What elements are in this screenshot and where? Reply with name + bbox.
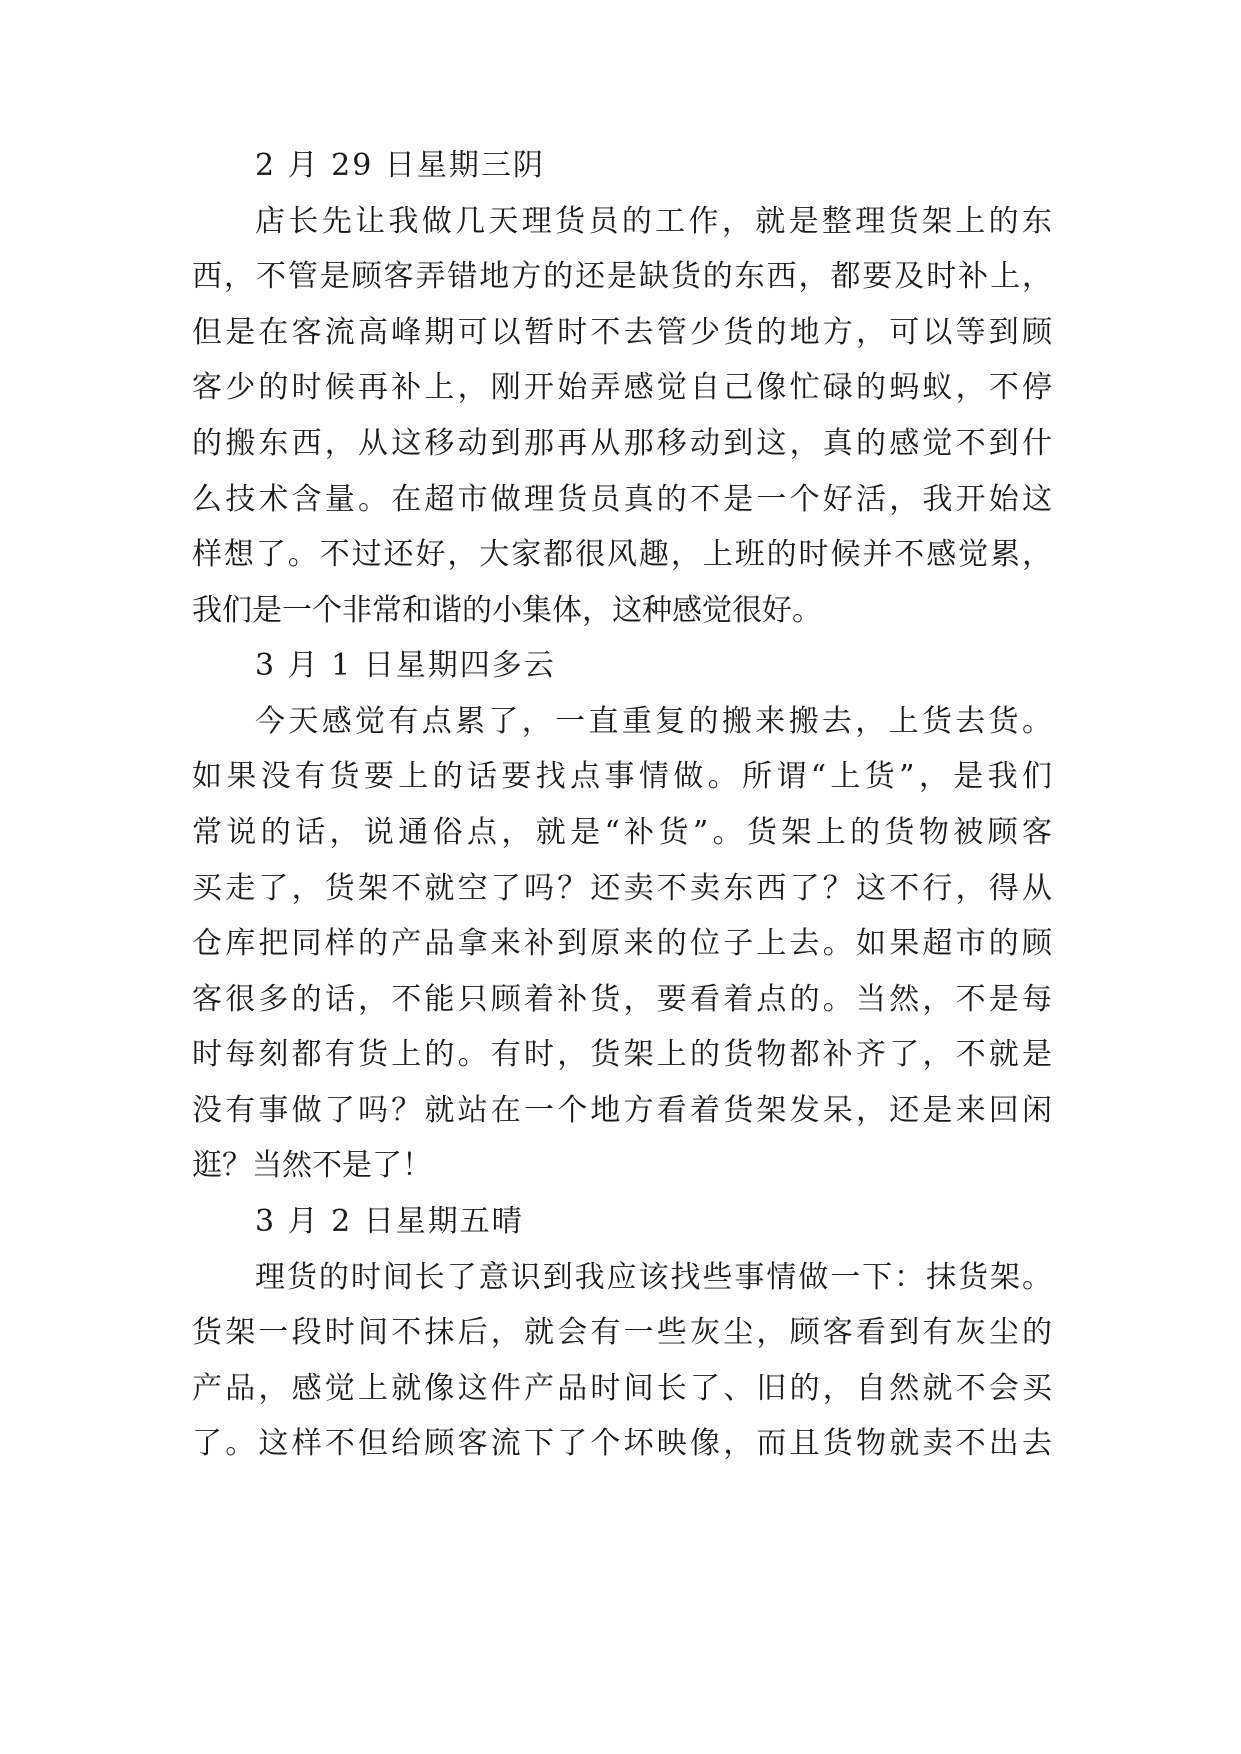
paragraph-line: 货架一段时间不抹后，就会有一些灰尘，顾客看到有灰尘的 xyxy=(192,1315,1052,1350)
paragraph-line: 我们是一个非常和谐的小集体，这种感觉很好。 xyxy=(192,593,822,628)
paragraph-line: 样想了。不过还好，大家都很风趣，上班的时候并不感觉累， xyxy=(192,537,1052,572)
paragraph-line: 么技术含量。在超市做理货员真的不是一个好活，我开始这 xyxy=(192,482,1052,517)
entry-heading: 3 月 2 日星期五晴 xyxy=(255,1204,524,1239)
paragraph-line: 买走了，货架不就空了吗？还卖不卖东西了？这不行，得从 xyxy=(192,871,1052,906)
paragraph-line: 常说的话，说通俗点，就是“补货”。货架上的货物被顾客 xyxy=(192,815,1052,850)
paragraph-line: 逛？当然不是了！ xyxy=(192,1148,432,1183)
paragraph-line: 如果没有货要上的话要找点事情做。所谓“上货”，是我们 xyxy=(192,759,1052,794)
paragraph-line: 了。这样不但给顾客流下了个坏映像，而且货物就卖不出去 xyxy=(192,1426,1052,1461)
paragraph-line: 客少的时候再补上，刚开始弄感觉自己像忙碌的蚂蚁，不停 xyxy=(192,370,1052,405)
paragraph-line: 西，不管是顾客弄错地方的还是缺货的东西，都要及时补上， xyxy=(192,259,1052,294)
entry-heading: 2 月 29 日星期三阴 xyxy=(255,148,545,183)
paragraph-line: 今天感觉有点累了，一直重复的搬来搬去，上货去货。 xyxy=(255,704,1052,739)
paragraph-line: 没有事做了吗？就站在一个地方看着货架发呆，还是来回闲 xyxy=(192,1093,1052,1128)
entry-heading: 3 月 1 日星期四多云 xyxy=(255,648,556,683)
paragraph-line: 产品，感觉上就像这件产品时间长了、旧的，自然就不会买 xyxy=(192,1371,1052,1406)
paragraph-line: 理货的时间长了意识到我应该找些事情做一下：抹货架。 xyxy=(255,1260,1052,1295)
paragraph-line: 仓库把同样的产品拿来补到原来的位子上去。如果超市的顾 xyxy=(192,926,1052,961)
paragraph-line: 但是在客流高峰期可以暂时不去管少货的地方，可以等到顾 xyxy=(192,315,1052,350)
paragraph-line: 时每刻都有货上的。有时，货架上的货物都补齐了，不就是 xyxy=(192,1037,1052,1072)
paragraph-line: 的搬东西，从这移动到那再从那移动到这，真的感觉不到什 xyxy=(192,426,1052,461)
paragraph-line: 客很多的话，不能只顾着补货，要看着点的。当然，不是每 xyxy=(192,982,1052,1017)
paragraph-line: 店长先让我做几天理货员的工作，就是整理货架上的东 xyxy=(255,204,1052,239)
